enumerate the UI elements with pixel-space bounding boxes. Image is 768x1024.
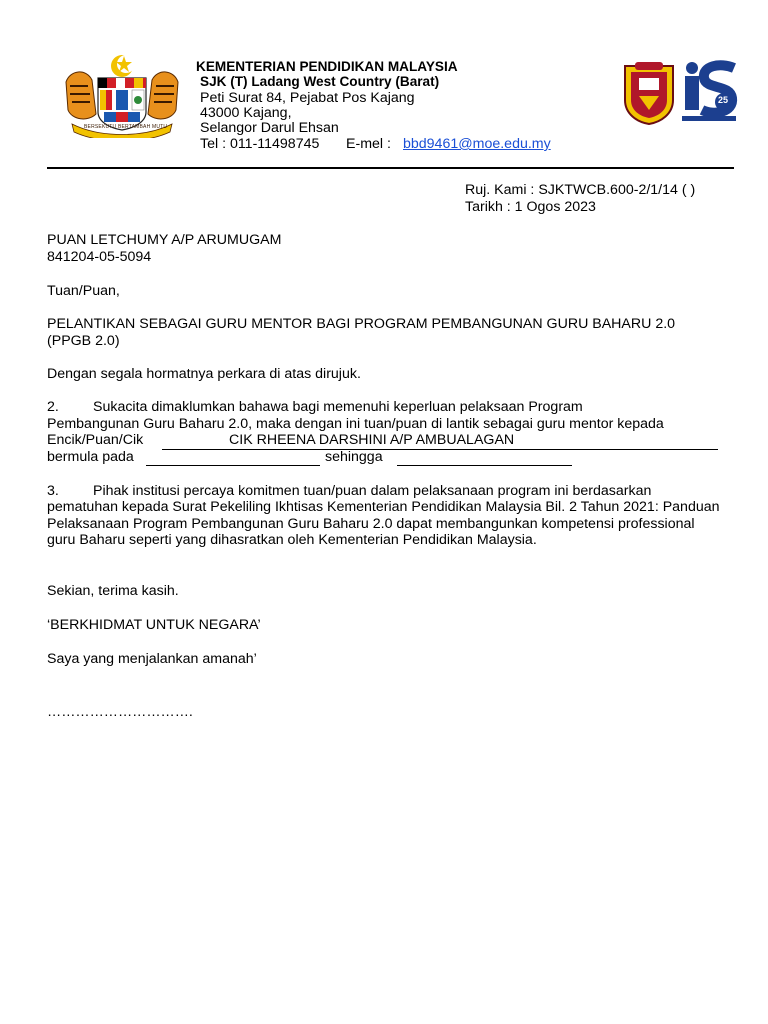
start-date-blank xyxy=(146,465,320,466)
school-badge-logo xyxy=(621,60,677,126)
anniversary-number: 25 xyxy=(718,95,729,105)
crest-motto: BERSEKUTU BERTAMBAH MUTU xyxy=(84,124,168,130)
para3-line1: Pihak institusi percaya komitmen tuan/puan dalam pelaksanaan program ini berdasarkan xyxy=(93,483,652,499)
address-line-1: Peti Surat 84, Pejabat Pos Kajang xyxy=(200,90,415,106)
mentee-underline xyxy=(162,449,718,450)
intro-line: Dengan segala hormatnya perkara di atas dirujuk. xyxy=(47,366,361,382)
para3-number: 3. xyxy=(47,483,59,499)
phone-line: Tel : 011-11498745 xyxy=(200,136,320,152)
para2-line2: Pembangunan Guru Baharu 2.0, maka dengan ini tuan/puan di lantik sebagai guru mentor kepada xyxy=(47,416,664,432)
closing: Sekian, terima kasih. xyxy=(47,583,179,599)
anniversary-25-logo xyxy=(680,58,738,124)
end-date-blank xyxy=(397,465,572,466)
recipient-ic: 841204-05-5094 xyxy=(47,249,152,265)
header-divider xyxy=(47,167,734,169)
subject: PELANTIKAN SEBAGAI GURU MENTOR BAGI PROGRAM PEMBANGUNAN GURU BAHARU 2.0 (PPGB 2.0) xyxy=(47,316,676,349)
para2-number: 2. xyxy=(47,399,59,415)
mentee-name: CIK RHEENA DARSHINI A/P AMBUALAGAN xyxy=(229,432,515,448)
para2-until-label: sehingga xyxy=(325,449,383,465)
address-line-2: 43000 Kajang, xyxy=(200,105,292,121)
school-name: SJK (T) Ladang West Country (Barat) xyxy=(200,74,440,89)
email-label: E-mel : xyxy=(346,136,391,152)
reference-number: Ruj. Kami : SJKTWCB.600-2/1/14 ( ) xyxy=(465,182,696,198)
ministry-name: KEMENTERIAN PENDIDIKAN MALAYSIA xyxy=(196,59,458,74)
address-line-3: Selangor Darul Ehsan xyxy=(200,120,339,136)
motto: ‘BERKHIDMAT UNTUK NEGARA’ xyxy=(47,617,261,633)
para3-body: pematuhan kepada Surat Pekeliling Ikhtisas Kementerian Pendidikan Malaysia Bil. 2 Tahun 2021: Panduan Pelaksanaan Program Pembangunan Guru Baharu 2.0 dapat membangunkan kompetensi professional guru Baharu seperti yang dihasratkan oleh Kementerian Pendidikan Malaysia. xyxy=(47,499,720,548)
recipient-name: PUAN LETCHUMY A/P ARUMUGAM xyxy=(47,232,282,248)
trust-line: Saya yang menjalankan amanah’ xyxy=(47,651,257,667)
para2-start-label: bermula pada xyxy=(47,449,134,465)
signature-dots: …………………………. xyxy=(47,704,193,720)
letter-date: Tarikh : 1 Ogos 2023 xyxy=(465,199,596,215)
para2-line3-label: Encik/Puan/Cik xyxy=(47,432,144,448)
para2-line1: Sukacita dimaklumkan bahawa bagi memenuhi keperluan pelaksaan Program xyxy=(93,399,583,415)
salutation: Tuan/Puan, xyxy=(47,283,120,299)
email-link[interactable]: bbd9461@moe.edu.my xyxy=(403,136,551,152)
